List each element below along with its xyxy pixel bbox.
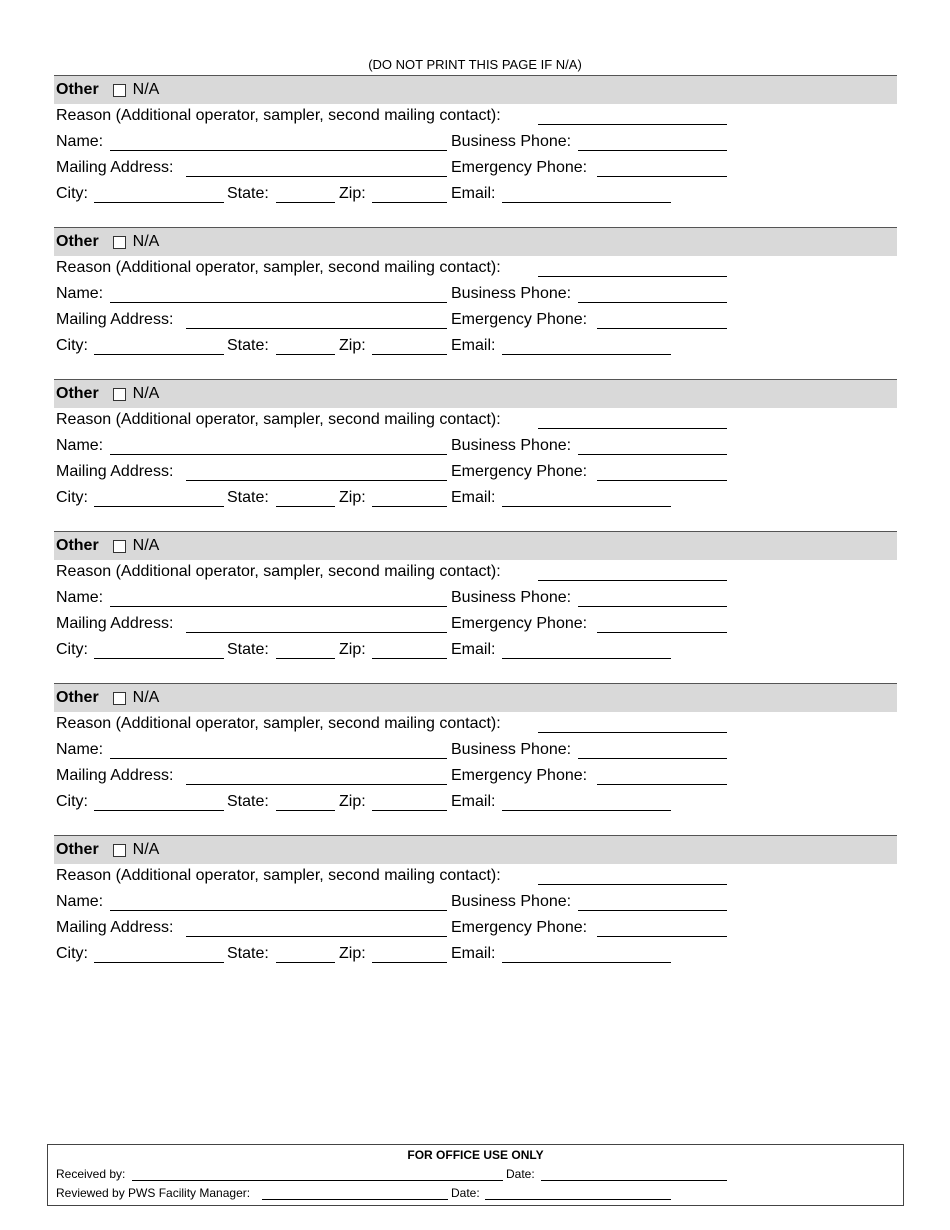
- section-title: Other: [56, 233, 99, 250]
- mailing-row: [54, 764, 897, 790]
- reason-field[interactable]: [538, 884, 727, 885]
- city-label: City:: [56, 793, 88, 810]
- business-phone-field[interactable]: [578, 910, 727, 911]
- business-phone-field[interactable]: [578, 758, 727, 759]
- reason-field[interactable]: [538, 124, 727, 125]
- mailing-address-label: Mailing Address:: [56, 463, 174, 480]
- zip-field[interactable]: [372, 354, 447, 355]
- mailing-row: [54, 156, 897, 182]
- mailing-address-label: Mailing Address:: [56, 311, 174, 328]
- zip-label: Zip:: [339, 945, 366, 962]
- state-field[interactable]: [276, 962, 335, 963]
- mailing-row: [54, 308, 897, 334]
- city-row: [54, 182, 897, 208]
- other-contact-section: [54, 75, 897, 208]
- emergency-phone-label: Emergency Phone:: [451, 311, 588, 328]
- zip-label: Zip:: [339, 489, 366, 506]
- business-phone-field[interactable]: [578, 150, 727, 151]
- name-field[interactable]: [110, 454, 447, 455]
- business-phone-label: Business Phone:: [451, 285, 572, 302]
- na-checkbox[interactable]: [113, 388, 126, 401]
- email-label: Email:: [451, 185, 496, 202]
- office-use-title: FOR OFFICE USE ONLY: [407, 1148, 544, 1162]
- mailing-address-field[interactable]: [186, 328, 447, 329]
- city-label: City:: [56, 641, 88, 658]
- state-field[interactable]: [276, 658, 335, 659]
- na-label: N/A: [132, 233, 160, 250]
- business-phone-field[interactable]: [578, 454, 727, 455]
- other-contact-section: [54, 227, 897, 360]
- other-contact-section: [54, 531, 897, 664]
- mailing-address-field[interactable]: [186, 784, 447, 785]
- email-field[interactable]: [502, 506, 671, 507]
- na-checkbox[interactable]: [113, 236, 126, 249]
- business-phone-field[interactable]: [578, 606, 727, 607]
- mailing-address-field[interactable]: [186, 176, 447, 177]
- zip-label: Zip:: [339, 641, 366, 658]
- zip-field[interactable]: [372, 962, 447, 963]
- city-label: City:: [56, 337, 88, 354]
- section-header: [54, 835, 897, 864]
- name-row: [54, 890, 897, 916]
- name-field[interactable]: [110, 910, 447, 911]
- reason-label: Reason (Additional operator, sampler, second mailing contact):: [56, 563, 501, 580]
- section-header: [54, 227, 897, 256]
- received-by-label: Received by:: [56, 1167, 126, 1181]
- state-field[interactable]: [276, 354, 335, 355]
- emergency-phone-field[interactable]: [597, 480, 727, 481]
- mailing-row: [54, 916, 897, 942]
- emergency-phone-field[interactable]: [597, 784, 727, 785]
- state-label: State:: [227, 337, 269, 354]
- emergency-phone-field[interactable]: [597, 328, 727, 329]
- city-field[interactable]: [94, 506, 224, 507]
- city-field[interactable]: [94, 810, 224, 811]
- na-label: N/A: [132, 385, 160, 402]
- na-label: N/A: [132, 841, 160, 858]
- zip-field[interactable]: [372, 810, 447, 811]
- reason-row: [54, 256, 897, 282]
- other-contact-section: [54, 379, 897, 512]
- reason-row: [54, 104, 897, 130]
- mailing-address-field[interactable]: [186, 632, 447, 633]
- city-label: City:: [56, 489, 88, 506]
- name-label: Name:: [56, 589, 104, 606]
- state-label: State:: [227, 641, 269, 658]
- emergency-phone-label: Emergency Phone:: [451, 919, 588, 936]
- city-field[interactable]: [94, 658, 224, 659]
- city-row: [54, 334, 897, 360]
- business-phone-label: Business Phone:: [451, 133, 572, 150]
- reason-row: [54, 560, 897, 586]
- reason-label: Reason (Additional operator, sampler, second mailing contact):: [56, 715, 501, 732]
- mailing-address-field[interactable]: [186, 480, 447, 481]
- email-field[interactable]: [502, 810, 671, 811]
- name-label: Name:: [56, 133, 104, 150]
- emergency-phone-field[interactable]: [597, 632, 727, 633]
- section-header: [54, 75, 897, 104]
- name-label: Name:: [56, 285, 104, 302]
- na-label: N/A: [132, 689, 160, 706]
- reason-label: Reason (Additional operator, sampler, second mailing contact):: [56, 411, 501, 428]
- reviewed-by-field[interactable]: [262, 1199, 448, 1200]
- name-row: [54, 282, 897, 308]
- na-label: N/A: [132, 537, 160, 554]
- business-phone-label: Business Phone:: [451, 741, 572, 758]
- business-phone-label: Business Phone:: [451, 893, 572, 910]
- business-phone-field[interactable]: [578, 302, 727, 303]
- reviewed-date-label: Date:: [451, 1186, 480, 1200]
- reason-field[interactable]: [538, 580, 727, 581]
- name-field[interactable]: [110, 150, 447, 151]
- mailing-row: [54, 612, 897, 638]
- other-contact-section: [54, 683, 897, 816]
- received-date-field[interactable]: [541, 1180, 727, 1181]
- state-field[interactable]: [276, 202, 335, 203]
- section-title: Other: [56, 537, 99, 554]
- na-checkbox[interactable]: [113, 692, 126, 705]
- city-field[interactable]: [94, 202, 224, 203]
- section-title: Other: [56, 689, 99, 706]
- state-field[interactable]: [276, 810, 335, 811]
- city-field[interactable]: [94, 354, 224, 355]
- mailing-address-label: Mailing Address:: [56, 919, 174, 936]
- city-label: City:: [56, 945, 88, 962]
- reason-field[interactable]: [538, 732, 727, 733]
- email-field[interactable]: [502, 962, 671, 963]
- section-title: Other: [56, 841, 99, 858]
- mailing-address-label: Mailing Address:: [56, 767, 174, 784]
- emergency-phone-label: Emergency Phone:: [451, 615, 588, 632]
- email-label: Email:: [451, 641, 496, 658]
- name-row: [54, 586, 897, 612]
- emergency-phone-field[interactable]: [597, 176, 727, 177]
- name-row: [54, 738, 897, 764]
- email-field[interactable]: [502, 202, 671, 203]
- na-checkbox[interactable]: [113, 844, 126, 857]
- zip-field[interactable]: [372, 506, 447, 507]
- city-field[interactable]: [94, 962, 224, 963]
- zip-label: Zip:: [339, 185, 366, 202]
- name-label: Name:: [56, 437, 104, 454]
- email-label: Email:: [451, 945, 496, 962]
- city-row: [54, 942, 897, 968]
- section-header: [54, 683, 897, 712]
- reason-field[interactable]: [538, 276, 727, 277]
- email-label: Email:: [451, 793, 496, 810]
- section-header: [54, 531, 897, 560]
- mailing-row: [54, 460, 897, 486]
- na-checkbox[interactable]: [113, 540, 126, 553]
- emergency-phone-label: Emergency Phone:: [451, 463, 588, 480]
- name-label: Name:: [56, 893, 104, 910]
- section-title: Other: [56, 385, 99, 402]
- email-label: Email:: [451, 337, 496, 354]
- print-instruction: (DO NOT PRINT THIS PAGE IF N/A): [368, 57, 582, 72]
- zip-field[interactable]: [372, 658, 447, 659]
- city-row: [54, 486, 897, 512]
- state-label: State:: [227, 793, 269, 810]
- reason-label: Reason (Additional operator, sampler, second mailing contact):: [56, 107, 501, 124]
- name-field[interactable]: [110, 606, 447, 607]
- reason-row: [54, 408, 897, 434]
- name-label: Name:: [56, 741, 104, 758]
- reason-field[interactable]: [538, 428, 727, 429]
- name-row: [54, 130, 897, 156]
- name-field[interactable]: [110, 302, 447, 303]
- mailing-address-label: Mailing Address:: [56, 615, 174, 632]
- state-field[interactable]: [276, 506, 335, 507]
- business-phone-label: Business Phone:: [451, 589, 572, 606]
- state-label: State:: [227, 945, 269, 962]
- email-field[interactable]: [502, 354, 671, 355]
- received-date-label: Date:: [506, 1167, 535, 1181]
- mailing-address-field[interactable]: [186, 936, 447, 937]
- zip-label: Zip:: [339, 337, 366, 354]
- state-label: State:: [227, 489, 269, 506]
- email-field[interactable]: [502, 658, 671, 659]
- reason-row: [54, 712, 897, 738]
- zip-field[interactable]: [372, 202, 447, 203]
- received-by-field[interactable]: [132, 1180, 503, 1181]
- city-label: City:: [56, 185, 88, 202]
- reason-label: Reason (Additional operator, sampler, second mailing contact):: [56, 259, 501, 276]
- emergency-phone-label: Emergency Phone:: [451, 767, 588, 784]
- name-row: [54, 434, 897, 460]
- section-header: [54, 379, 897, 408]
- mailing-address-label: Mailing Address:: [56, 159, 174, 176]
- name-field[interactable]: [110, 758, 447, 759]
- emergency-phone-field[interactable]: [597, 936, 727, 937]
- zip-label: Zip:: [339, 793, 366, 810]
- business-phone-label: Business Phone:: [451, 437, 572, 454]
- other-contact-section: [54, 835, 897, 968]
- section-title: Other: [56, 81, 99, 98]
- email-label: Email:: [451, 489, 496, 506]
- city-row: [54, 638, 897, 664]
- city-row: [54, 790, 897, 816]
- reviewed-by-label: Reviewed by PWS Facility Manager:: [56, 1186, 251, 1200]
- state-label: State:: [227, 185, 269, 202]
- office-use-box: [47, 1144, 904, 1206]
- reason-row: [54, 864, 897, 890]
- emergency-phone-label: Emergency Phone:: [451, 159, 588, 176]
- reason-label: Reason (Additional operator, sampler, second mailing contact):: [56, 867, 501, 884]
- na-checkbox[interactable]: [113, 84, 126, 97]
- na-label: N/A: [132, 81, 160, 98]
- reviewed-date-field[interactable]: [485, 1199, 671, 1200]
